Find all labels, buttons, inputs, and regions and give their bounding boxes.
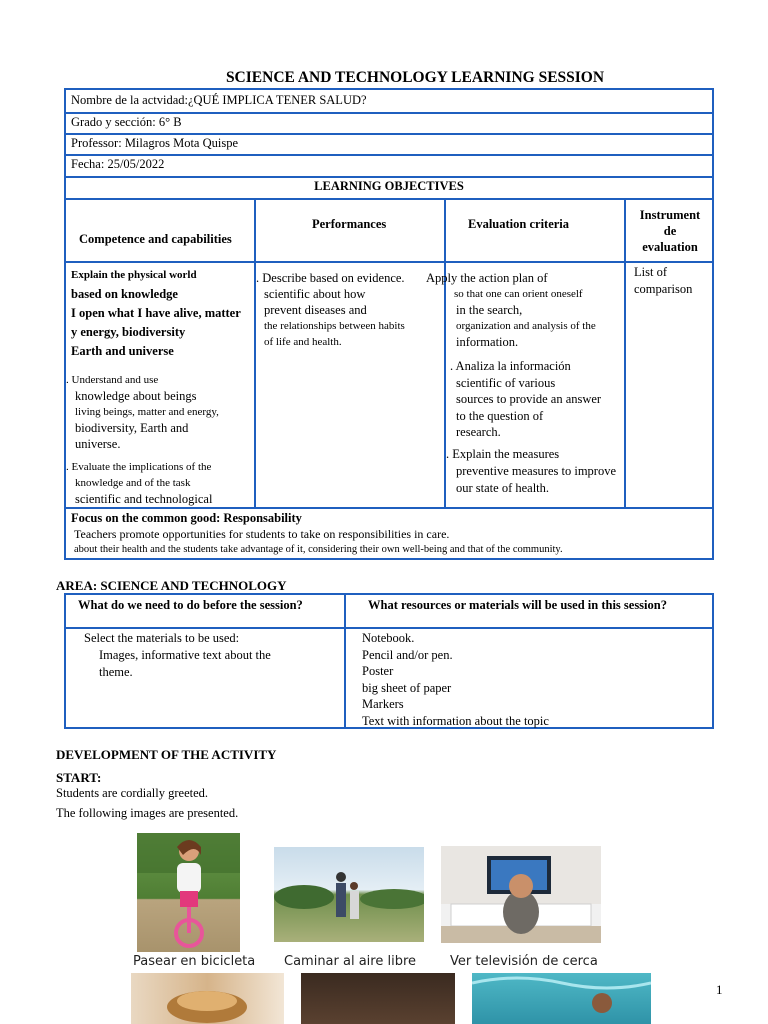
caption-tv: Ver televisión de cerca	[450, 954, 598, 969]
activity-name: Nombre de la actvidad:¿QUÉ IMPLICA TENER SALUD?	[71, 93, 367, 107]
caption-walking: Caminar al aire libre	[284, 954, 417, 969]
page-title: SCIENCE AND TECHNOLOGY LEARNING SESSION	[225, 69, 605, 86]
list-item: Poster	[362, 664, 394, 678]
start-item-greeting: Students are cordially greeted.	[56, 786, 209, 800]
performance-text: . Describe based on evidence. scientific about how prevent diseases and the relationships between habits of life and health.	[256, 271, 405, 348]
col-before-session: What do we need to do before the session?	[78, 598, 303, 612]
competence-text: Explain the physical world based on knowledge I open what I have alive, matter y energy, biodiversity Earth and universe	[71, 269, 241, 358]
list-item: Notebook.	[362, 631, 415, 645]
col-performances: Performances	[312, 217, 387, 231]
capability-understand: . Understand and use knowledge about beings living beings, matter and energy, biodiversity, Earth and universe.	[66, 374, 219, 451]
start-item-images: The following images are presented.	[56, 806, 239, 820]
page-number: 1	[716, 982, 723, 997]
objectives-heading: LEARNING OBJECTIVES	[314, 179, 464, 193]
criteria-explain: . Explain the measures preventive measures to improve our state of health.	[446, 447, 617, 495]
session-date: Fecha: 25/05/2022	[71, 157, 165, 171]
criteria-analyze: . Analiza la información scientific of various sources to provide an answer to the question of research.	[450, 359, 602, 439]
bicycle-photo	[137, 833, 240, 952]
tv-photo	[441, 846, 601, 943]
col-instrument: Instrument de evaluation	[639, 208, 701, 254]
list-item: Pencil and/or pen.	[362, 647, 453, 662]
session-prep-table	[64, 593, 714, 729]
list-item: big sheet of paper	[362, 680, 452, 695]
professor: Professor: Milagros Mota Quispe	[71, 136, 238, 150]
focus-line-1: Teachers promote opportunities for students to take on responsibilities in care.	[74, 527, 450, 541]
caption-bicycle: Pasear en bicicleta	[133, 954, 256, 969]
focus-line-2: about their health and the students take advantage of it, considering their own well-being and that of the community.	[74, 544, 563, 555]
area-label: AREA: SCIENCE AND TECHNOLOGY	[56, 578, 287, 593]
criteria-apply: Apply the action plan of so that one can orient oneself in the search, organization and analysis of the information.	[426, 271, 596, 349]
col-resources: What resources or materials will be used in this session?	[368, 598, 667, 612]
food-photo	[131, 973, 284, 1024]
session-info-table	[64, 88, 714, 560]
focus-heading: Focus on the common good: Responsability	[71, 511, 302, 525]
swimming-photo	[472, 973, 651, 1024]
col-criteria: Evaluation criteria	[468, 217, 570, 231]
instrument-text: List of comparison	[634, 265, 693, 296]
resources-list	[362, 630, 549, 729]
grade-section: Grado y sección: 6° B	[71, 115, 182, 129]
before-session-text: Select the materials to be used: Images, informative text about the theme.	[84, 631, 271, 679]
col-competence: Competence and capabilities	[79, 232, 232, 246]
list-item: Text with information about the topic	[362, 713, 549, 728]
dark-room-photo	[301, 973, 455, 1024]
walking-photo	[274, 847, 424, 942]
list-item: Markers	[362, 697, 404, 711]
capability-evaluate: . Evaluate the implications of the knowledge and of the task scientific and technological	[66, 461, 213, 506]
start-heading: START:	[56, 770, 102, 785]
development-heading: DEVELOPMENT OF THE ACTIVITY	[56, 747, 277, 762]
